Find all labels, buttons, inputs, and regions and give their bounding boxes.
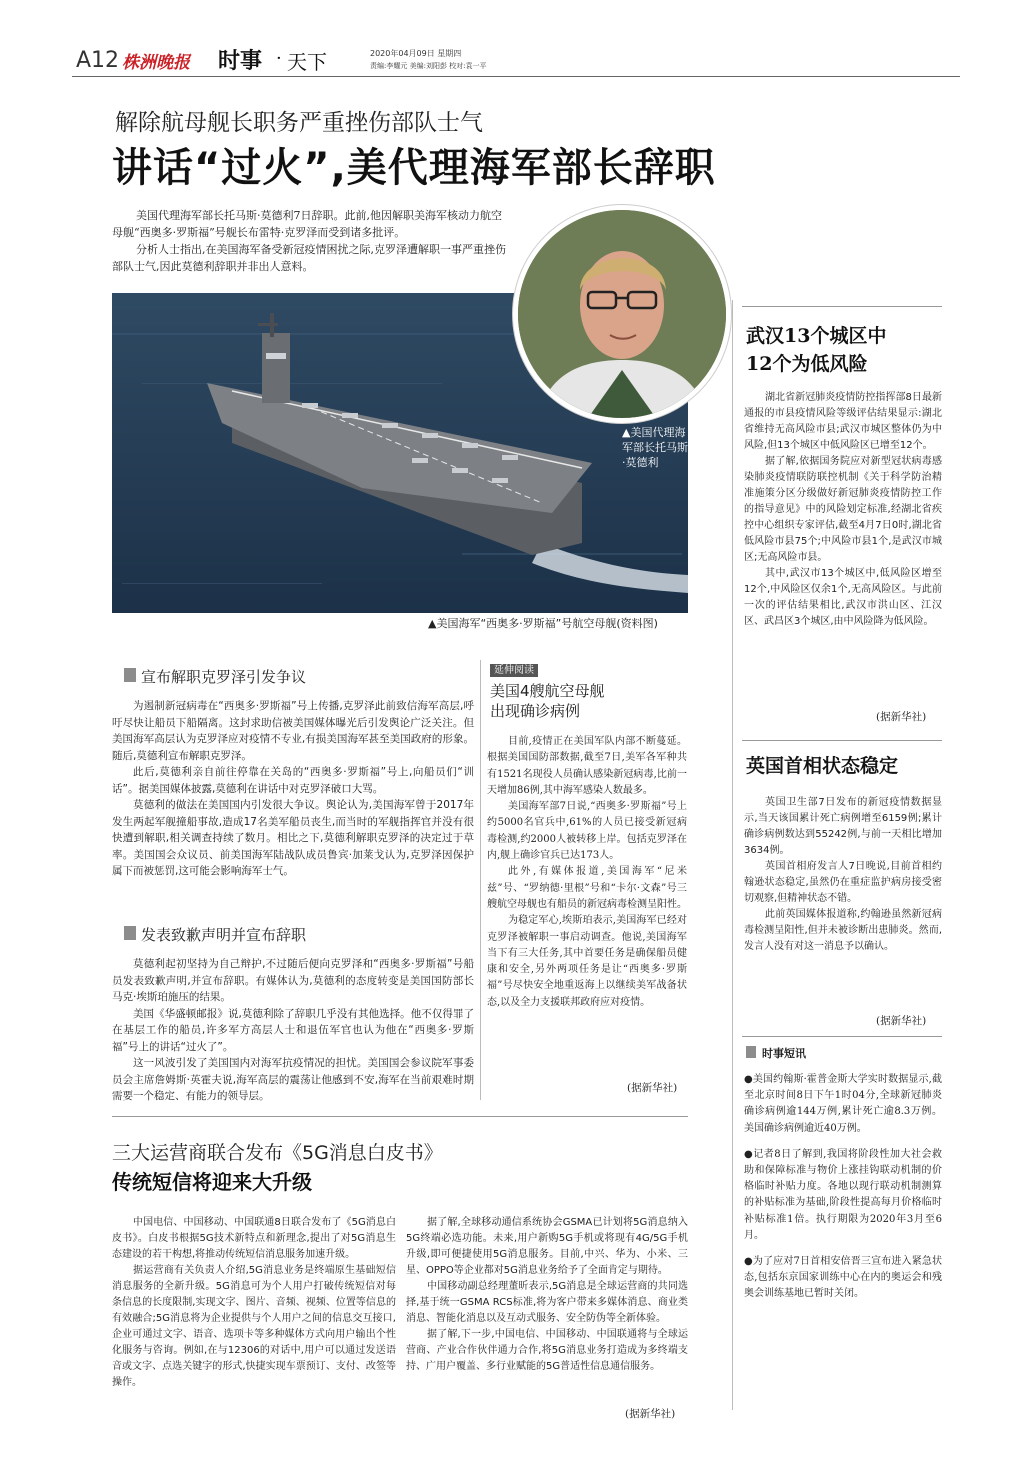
carrier-photo-caption: ▲美国海军“西奥多·罗斯福”号航空母舰(资料图) [428, 617, 658, 630]
lead-paragraph: 美国代理海军部长托马斯·莫德利7日辞职。此前,他因解职美海军核动力航空母舰“西奥多·罗斯福”号舰长布雷特·克罗泽而受到诸多批评。 [112, 209, 502, 239]
main-lead [112, 207, 512, 275]
wuhan-top-rule [742, 306, 942, 307]
brief-item: ●美国约翰斯·霍普金斯大学实时数据显示,截至北京时间8日下午1时04分,全球新冠肺炎确诊病例逾144万例,累计死亡逾8.3万例。美国确诊病例逾近40万例。 [744, 1074, 942, 1134]
section2-body [112, 956, 474, 1105]
section-separator: · [276, 48, 282, 69]
fiveg-headline2: 传统短信将迎来大升级 [112, 1170, 312, 1194]
extension-source: (据新华社) [627, 1082, 678, 1094]
section2-title: 发表致歉声明并宣布辞职 [141, 926, 307, 944]
main-kicker: 解除航母舰长职务严重挫伤部队士气 [115, 110, 483, 136]
main-headline: 讲话“过火”,美代理海军部长辞职 [112, 145, 716, 191]
wuhan-title-line2: 12个为低风险 [746, 353, 868, 375]
section-subtitle: 天下 [287, 50, 327, 74]
right-column-divider [732, 300, 733, 1410]
body-paragraph: 这一风波引发了美国国内对海军抗疫情况的担忧。美国国会参议院军事委员会主席詹姆斯·英霍夫说,海军高层的震荡让他感到不安,海军在当前艰难时期需要一个稳定、有能力的领导层。 [112, 1057, 474, 1102]
wuhan-body [744, 390, 942, 630]
fiveg-headline1: 三大运营商联合发布《5G消息白皮书》 [112, 1142, 443, 1164]
masthead-rule [72, 76, 960, 77]
body-paragraph: 为稳定军心,埃斯珀表示,美国海军已经对克罗泽被解职一事启动调查。他说,美国海军当下有三大任务,其中首要任务是确保船员健康和安全,另外两项任务是让“西奥多·罗斯福”号尽快安全地重返海上以继续美军战备状态,以及全力支援联邦政府应对疫情。 [487, 915, 687, 1008]
body-paragraph: 中国电信、中国移动、中国联通8日联合发布了《5G消息白皮书》。白皮书根据5G技术新特点和新理念,提出了对5G消息生态建设的若干构想,将推动传统短信消息服务加速升级。 [112, 1217, 396, 1260]
body-paragraph: 英国卫生部7日发布的新冠疫情数据显示,当天该国累计死亡病例增至6159例;累计确诊病例数达到55242例,与前一天相比增加3634例。 [744, 797, 942, 856]
fiveg-col2 [406, 1215, 688, 1375]
section-title: 时事 [218, 49, 263, 74]
story-divider [112, 1116, 688, 1117]
extension-tag-wrap [490, 658, 538, 677]
body-paragraph: 此外,有媒体报道,美国海军“尼米兹”号、“罗纳德·里根”号和“卡尔·文森”号三艘航空母舰也有船员的新冠病毒检测呈阳性。 [487, 866, 687, 910]
extension-body [487, 734, 687, 1011]
uk-body [744, 795, 942, 955]
body-paragraph: 目前,疫情正在美国军队内部不断蔓延。根据美国国防部数据,截至7日,美军各军种共有1521名现役人员确认感染新冠病毒,比前一天增加86例,其中海军感染人数最多。 [487, 736, 687, 796]
extension-tag: 延伸阅读 [490, 664, 538, 677]
fiveg-source: (据新华社) [625, 1408, 676, 1420]
fiveg-col1 [112, 1215, 396, 1391]
body-paragraph: 中国移动副总经理董昕表示,5G消息是全球运营商的共同选择,基于统一GSMA RCS标准,将为客户带来多媒体消息、商业类消息、智能化消息以及互动式服务、安全防伪等全新体验。 [406, 1281, 688, 1324]
body-paragraph: 美国《华盛顿邮报》说,莫德利除了辞职几乎没有其他选择。他不仅得罪了在基层工作的船员,许多军方高层人士和退伍军官也认为他在“西奥多·罗斯福”号上的讲话“过火了”。 [112, 1007, 474, 1053]
briefs-top-rule [742, 1036, 942, 1037]
uk-title: 英国首相状态稳定 [746, 755, 899, 777]
lead-paragraph: 分析人士指出,在美国海军备受新冠疫情困扰之际,克罗泽遭解职一事严重挫伤部队士气,因此莫德利辞职并非出人意料。 [112, 243, 506, 273]
newspaper-logo: 株洲晚报 [122, 53, 190, 73]
body-paragraph: 莫德利的做法在美国国内引发很大争议。舆论认为,美国海军曾于2017年发生两起军舰撞船事故,造成17名美军船员丧生,而当时的军舰指挥官并没有很快遭到解职,相关调查持续了数月。相比之下,莫德利解职克罗泽的决定过于草率。美国国会众议员、前美国海军陆战队成员鲁宾·加莱戈认为,克罗泽因保护属下而被惩罚,这可能会影响海军士气。 [112, 799, 474, 877]
body-paragraph: 据了解,全球移动通信系统协会GSMA已计划将5G消息纳入5G终端必选功能。未来,用户新购5G手机或将现有4G/5G手机升级,即可便捷使用5G消息服务。目前,中兴、华为、小米、三星、OPPO等企业都对5G消息业务给予了全面肯定与期待。 [406, 1217, 688, 1276]
body-paragraph: 据了解,下一步,中国电信、中国移动、中国联通将与全球运营商、产业合作伙伴通力合作,将5G消息业务打造成为多终端支持、广用户覆盖、多行业赋能的5G普适性信息通信服务。 [406, 1329, 688, 1372]
extension-title-line2: 出现确诊病例 [490, 702, 581, 720]
body-paragraph: 莫德利起初坚持为自己辩护,不过随后便向克罗泽和“西奥多·罗斯福”号船员发表致歉声明,并宣布辞职。有媒体认为,莫德利的态度转变是美国国防部长马克·埃斯珀施压的结果。 [112, 958, 474, 1003]
body-paragraph: 英国首相府发言人7日晚说,目前首相约翰逊状态稳定,虽然仍在重症监护病房接受密切观察,但精神状态不错。 [744, 861, 942, 904]
column-divider [480, 660, 481, 1100]
brief-item: ●记者8日了解到,我国将阶段性加大社会救助和保障标准与物价上涨挂钩联动机制的价格临时补贴力度。各地以现行联动机制测算的补贴标准为基础,阶段性提高每月价格临时补贴标准1倍。执行期限为2020年3月至6月。 [744, 1148, 942, 1241]
uk-source: (据新华社) [876, 1015, 927, 1027]
body-paragraph: 此前英国媒体报道称,约翰逊虽然新冠病毒检测呈阳性,但并未被诊断出患肺炎。然而,发言人没有对这一消息予以确认。 [744, 909, 942, 952]
section-marker [124, 926, 136, 940]
briefs-list [744, 1072, 942, 1303]
section1-body [112, 698, 474, 880]
issue-date: 2020年04月09日 星期四 [370, 49, 462, 58]
body-paragraph: 据运营商有关负责人介绍,5G消息业务是终端原生基础短信消息服务的全新升级。5G消息可为个人用户打破传统短信对每条信息的长度限制,实现文字、图片、音频、视频、位置等信息的有效融合;5G消息将为企业提供与个人用户之间的信息交互接口,企业可通过文字、语音、选项卡等多种媒体方式向用户输出个性化服务与咨询。例如,在与12306的对话中,用户可以通过发送语音或文字、点选关键字的形式,快捷实现车票预订、支付、改签等操作。 [112, 1265, 396, 1388]
body-paragraph: 据了解,依据国务院应对新型冠状病毒感染肺炎疫情联防联控机制《关于科学防治精准施策分区分级做好新冠肺炎疫情防控工作的指导意见》中的风险划定标准,经湖北省疾控中心组织专家评估,截至4月7日0时,湖北省低风险市县75个;中风险市县1个,是武汉市城区;无高风险市县。 [744, 456, 942, 563]
briefs-marker [746, 1046, 756, 1058]
portrait-illustration [518, 210, 726, 418]
briefs-tag: 时事短讯 [762, 1047, 806, 1060]
body-paragraph: 此后,莫德利亲自前往停靠在关岛的“西奥多·罗斯福”号上,向船员们“训话”。据美国媒体披露,莫德利在讲话中对克罗泽破口大骂。 [112, 766, 474, 795]
portrait-caption: ▲美国代理海军部长托马斯·莫德利 [622, 426, 688, 469]
wuhan-source: (据新华社) [876, 711, 927, 723]
editors-credit: 责编:李耀元 美编:刘阳彭 校对:袁一平 [370, 62, 487, 70]
body-paragraph: 为遏制新冠病毒在“西奥多·罗斯福”号上传播,克罗泽此前致信海军高层,呼吁尽快让船员下船隔离。这封求助信被美国媒体曝光后引发舆论广泛关注。但美国海军高层认为克罗泽应对疫情不专业,有损美国海军甚至美国政府的形象。随后,莫德利宣布解职克罗泽。 [112, 700, 474, 762]
body-paragraph: 湖北省新冠肺炎疫情防控指挥部8日最新通报的市县疫情风险等级评估结果显示:湖北省维持无高风险市县;武汉市城区整体仍为中风险,但13个城区中低风险区已增至12个。 [744, 392, 942, 451]
body-paragraph: 美国海军部7日说,“西奥多·罗斯福”号上约5000名官兵中,61%的人员已接受新冠病毒检测,约2000人被转移上岸。包括克罗泽在内,舰上确诊官兵已达173人。 [487, 801, 687, 862]
uk-top-rule [742, 740, 942, 741]
brief-item: ●为了应对7日首相安倍晋三宣布进入紧急状态,包括东京国家训练中心在内的奥运会和残奥会训练基地已暂时关闭。 [744, 1256, 942, 1300]
extension-title-line1: 美国4艘航空母舰 [490, 682, 605, 700]
wuhan-title-line1: 武汉13个城区中 [746, 325, 887, 347]
portrait-photo [513, 205, 731, 423]
page-number: A12 [76, 48, 120, 73]
section-marker [124, 668, 136, 682]
section1-title: 宣布解职克罗泽引发争议 [141, 668, 307, 686]
body-paragraph: 其中,武汉市13个城区中,低风险区增至12个,中风险区仅余1个,无高风险区。与此前一次的评估结果相比,武汉市洪山区、江汉区、武昌区3个城区,由中风险降为低风险。 [744, 568, 942, 627]
